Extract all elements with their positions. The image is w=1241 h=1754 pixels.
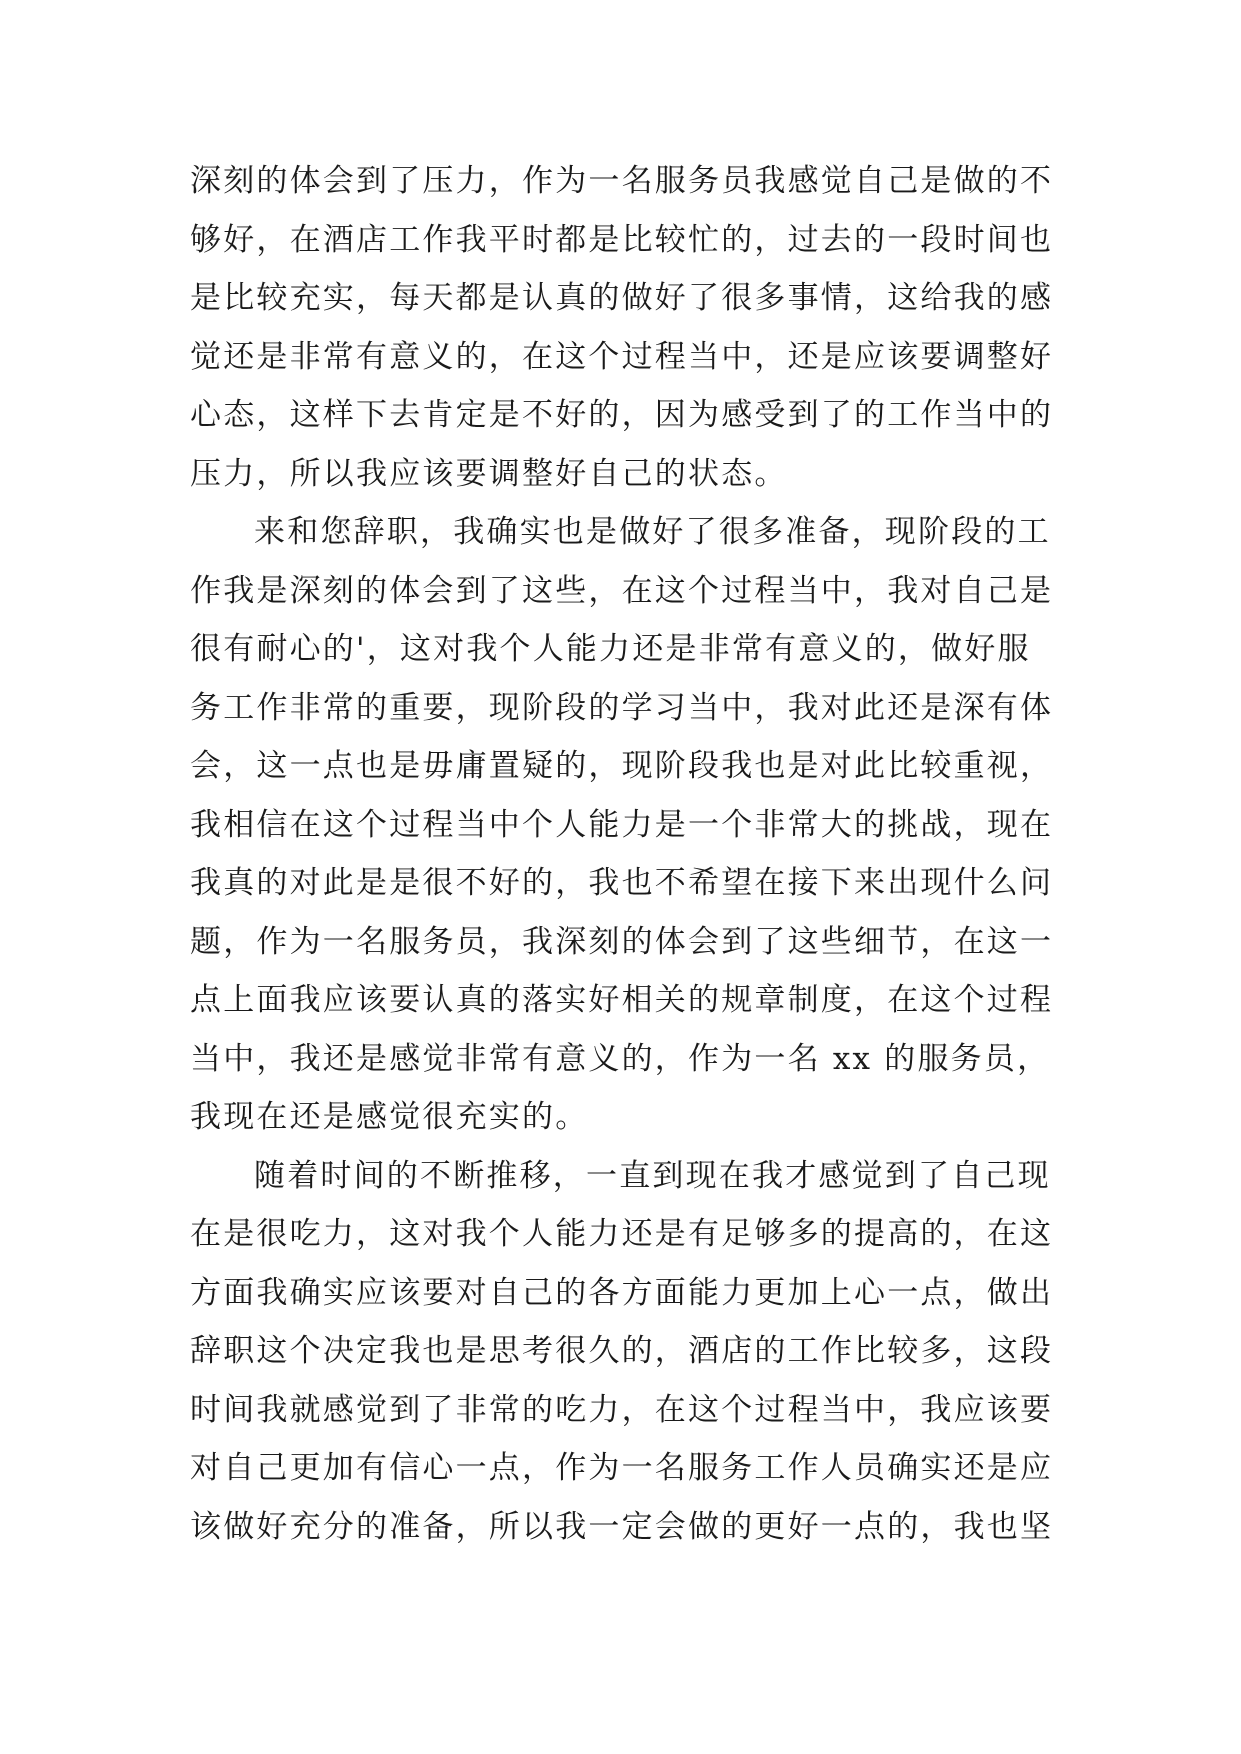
text-line: 在是很吃力，这对我个人能力还是有足够多的提高的，在这 bbox=[190, 1216, 1054, 1252]
text-line: 会，这一点也是毋庸置疑的，现阶段我也是对此比较重视， bbox=[190, 748, 1054, 784]
text-line: 务工作非常的重要，现阶段的学习当中，我对此还是深有体 bbox=[190, 689, 1054, 726]
paragraph-first-line: 随着时间的不断推移，一直到现在我才感觉到了自己现 bbox=[254, 1157, 1051, 1194]
text-line: 对自己更加有信心一点，作为一名服务工作人员确实还是应 bbox=[190, 1450, 1054, 1486]
text-line: 深刻的体会到了压力，作为一名服务员我感觉自己是做的不 bbox=[190, 163, 1054, 199]
text-line: 时间我就感觉到了非常的吃力，在这个过程当中，我应该要 bbox=[190, 1391, 1054, 1428]
text-line: 题，作为一名服务员，我深刻的体会到了这些细节，在这一 bbox=[190, 923, 1054, 960]
text-line: 很有耐心的'，这对我个人能力还是非常有意义的，做好服 bbox=[190, 631, 1031, 667]
text-line: 够好，在酒店工作我平时都是比较忙的，过去的一段时间也 bbox=[190, 221, 1054, 258]
text-line: 觉还是非常有意义的，在这个过程当中，还是应该要调整好 bbox=[190, 338, 1054, 375]
text-line: 我现在还是感觉很充实的。 bbox=[190, 1099, 589, 1135]
document-body bbox=[190, 152, 1070, 1556]
text-line: 当中，我还是感觉非常有意义的，作为一名 xx 的服务员， bbox=[190, 1040, 1051, 1077]
text-line: 我真的对此是是很不好的，我也不希望在接下来出现什么问 bbox=[190, 865, 1054, 901]
text-line: 是比较充实，每天都是认真的做好了很多事情，这给我的感 bbox=[190, 280, 1054, 316]
text-line: 压力，所以我应该要调整好自己的状态。 bbox=[190, 455, 788, 492]
text-line: 心态，这样下去肯定是不好的，因为感受到了的工作当中的 bbox=[190, 397, 1054, 433]
paragraph-first-line: 来和您辞职，我确实也是做好了很多准备，现阶段的工 bbox=[254, 514, 1051, 550]
text-line: 点上面我应该要认真的落实好相关的规章制度，在这个过程 bbox=[190, 982, 1054, 1018]
text-line: 我相信在这个过程当中个人能力是一个非常大的挑战，现在 bbox=[190, 806, 1054, 843]
text-line: 方面我确实应该要对自己的各方面能力更加上心一点，做出 bbox=[190, 1274, 1054, 1311]
text-line: 作我是深刻的体会到了这些，在这个过程当中，我对自己是 bbox=[190, 572, 1054, 609]
text-line: 辞职这个决定我也是思考很久的，酒店的工作比较多，这段 bbox=[190, 1333, 1054, 1369]
text-line: 该做好充分的准备，所以我一定会做的更好一点的，我也坚 bbox=[190, 1508, 1054, 1545]
